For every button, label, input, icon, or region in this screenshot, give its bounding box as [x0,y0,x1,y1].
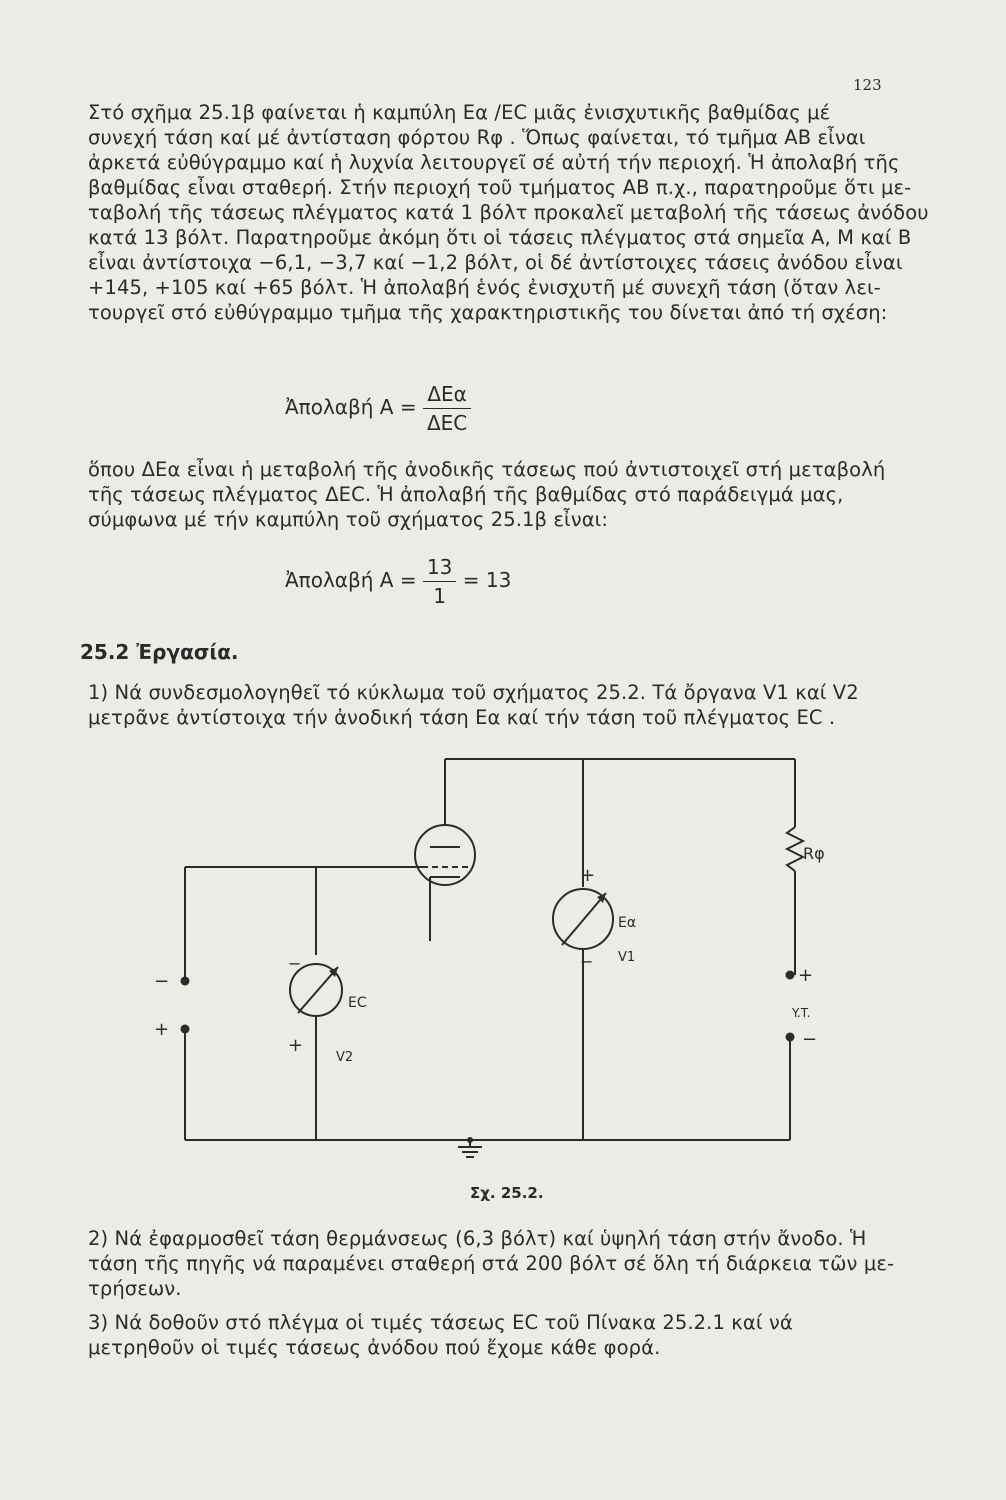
text-line: σύμφωνα μέ τήν καμπύλη τοῦ σχήματος 25.1β εἶναι: [88,508,609,531]
text-line: συνεχή τάση καί μέ ἀντίσταση φόρτου Rφ . Ὅπως φαίνεται, τό τμῆμα AB εἶναι [88,126,866,149]
v1-needle [562,893,606,945]
v1-minus-sign: − [580,952,594,971]
step1-paragraph [88,680,900,730]
grid-supply-pos-terminal [181,1025,190,1034]
text-line: κατά 13 βόλτ. Παρατηροῦμε ἀκόμη ὅτι οἱ τάσεις πλέγματος στά σημεῖα A, M καί B [88,226,912,249]
gain-formula [285,382,471,435]
ground-node [467,1137,473,1143]
step2-paragraph [88,1226,900,1301]
grid-supply-minus-sign: − [154,971,170,992]
text-line: τῆς τάσεως πλέγματος ΔEC. Ἡ ἀπολαβή τῆς βαθμίδας στό παράδειγμά μας, [88,483,844,506]
formula-label: Ἀπολαβή A = [285,395,417,419]
formula-denominator: 1 [433,584,447,608]
v1-name-label: V1 [618,950,636,965]
text-line: 2) Νά ἐφαρμοσθεῖ τάση θερμάνσεως (6,3 βόλτ) καί ὑψηλή τάση στήν ἄνοδο. Ἡ [88,1227,867,1250]
text-line: ἀρκετά εὐθύγραμμο καί ἡ λυχνία λειτουργεῖ σέ αὐτή τήν περιοχή. Ἡ ἀπολαβή τῆς [88,151,900,174]
ht-supply-pos-terminal [786,971,795,980]
ht-supply-label: Y.T. [792,1006,811,1020]
resistor-label: Rφ [803,844,825,863]
formula-numerator: 13 [423,555,456,582]
text-line: τουργεῖ στό εὐθύγραμμο τμῆμα τῆς χαρακτηριστικῆς του δίνεται ἀπό τή σχέση: [88,301,888,324]
formula-label: Ἀπολαβή A = [285,568,417,592]
text-line: τάση τῆς πηγῆς νά παραμένει σταθερή στά 200 βόλτ σέ ὅλη τή διάρκεια τῶν με- [88,1252,895,1275]
v2-name-label: V2 [336,1050,354,1065]
text-line: εἶναι ἀντίστοιχα −6,1, −3,7 καί −1,2 βόλτ, οἱ δέ ἀντίστοιχες τάσεις ἀνόδου εἶναι [88,251,903,274]
formula-fraction [423,382,471,435]
text-line: τρήσεων. [88,1277,182,1300]
text-line: μετρᾶνε ἀντίστοιχα τήν ἀνοδική τάση Eα καί τήν τάση τοῦ πλέγματος EC . [88,706,836,729]
ht-supply-neg-terminal [786,1033,795,1042]
ht-supply-minus-sign: − [802,1029,818,1050]
figure-caption: Σχ. 25.2. [470,1184,544,1202]
where-paragraph [88,457,900,532]
formula-denominator: ΔEC [426,411,468,435]
circuit-diagram [140,755,840,1175]
step3-paragraph [88,1310,900,1360]
page-number: 123 [853,76,882,94]
text-line: μετρηθοῦν οἱ τιμές τάσεως ἀνόδου πού ἔχομε κάθε φορά. [88,1336,661,1359]
ht-supply-plus-sign: + [798,965,814,986]
formula-result: = 13 [462,568,512,592]
grid-supply-plus-sign: + [154,1019,170,1040]
text-line: +145, +105 καί +65 βόλτ. Ἡ ἀπολαβή ἑνός ἐνισχυτῆ μέ συνεχῆ τάση (ὅταν λει- [88,276,881,299]
text-line: ταβολή τῆς τάσεως πλέγματος κατά 1 βόλτ προκαλεῖ μεταβολή τῆς τάσεως ἀνόδου [88,201,929,224]
text-line: 3) Νά δοθοῦν στό πλέγμα οἱ τιμές τάσεως EC τοῦ Πίνακα 25.2.1 καί νά [88,1311,793,1334]
v1-plus-sign: + [580,865,596,886]
v2-plus-sign: + [288,1035,304,1056]
intro-paragraph [88,100,929,325]
v2-minus-sign: − [288,954,302,973]
load-resistor [787,827,803,871]
gain-example-formula [285,555,511,608]
formula-numerator: ΔEα [423,382,471,409]
text-line: 1) Νά συνδεσμολογηθεῖ τό κύκλωμα τοῦ σχήματος 25.2. Τά ὄργανα V1 καί V2 [88,681,859,704]
text-line: Στό σχῆμα 25.1β φαίνεται ἡ καμπύλη Eα /EC μιᾶς ἐνισχυτικῆς βαθμίδας μέ [88,101,831,124]
v2-quantity-label: EC [348,995,367,1011]
text-line: βαθμίδας εἶναι σταθερή. Στήν περιοχή τοῦ τμήματος AB π.χ., παρατηροῦμε ὅτι με- [88,176,912,199]
section-heading: 25.2 Ἐργασία. [80,640,239,664]
text-line: ὅπου ΔEα εἶναι ἡ μεταβολή τῆς ἀνοδικῆς τάσεως πού ἀντιστοιχεῖ στή μεταβολή [88,458,886,481]
formula-fraction [423,555,456,608]
v1-quantity-label: Eα [618,915,637,931]
grid-supply-neg-terminal [181,977,190,986]
